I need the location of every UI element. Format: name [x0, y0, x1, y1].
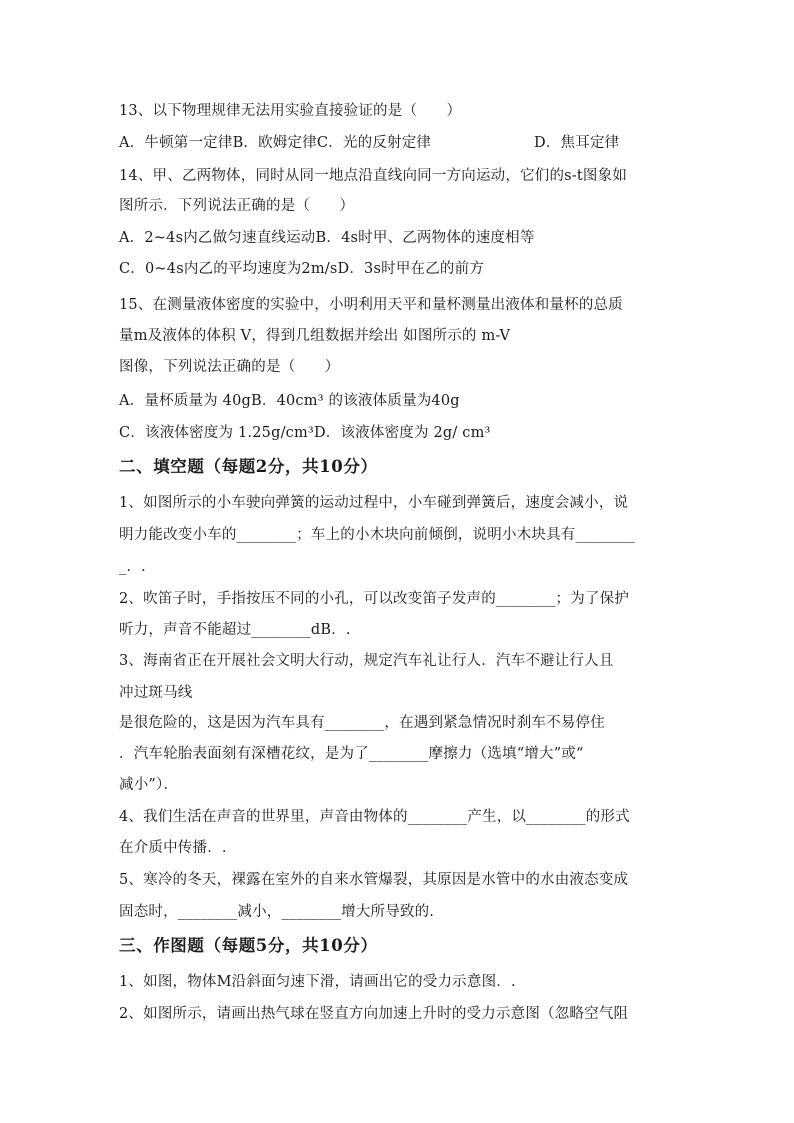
q15-stem-3: 图像，下列说法正确的是（ ） [119, 359, 340, 375]
fill-2-line-2: 听力，声音不能超过________dB．. [119, 622, 351, 638]
fill-3-line-5: 减小”）． [119, 777, 179, 793]
q14-options-cd: C．0~4s内乙的平均速度为2m/sD．3s时甲在乙的前方 [119, 261, 485, 277]
fill-4-line-2: 在介质中传播．. [119, 840, 227, 856]
draw-2-line-1: 2、如图所示，请画出热气球在竖直方向加速上升时的受力示意图（忽略空气阻 [119, 1006, 629, 1022]
q14-stem-1: 14、甲、乙两物体，同时从同一地点沿直线向同一方向运动，它们的s-t图象如 [119, 168, 628, 184]
draw-1: 1、如图，物体M沿斜面匀速下滑，请画出它的受力示意图．. [119, 974, 516, 990]
section-2-heading: 二、填空题（每题2分，共10分） [119, 457, 378, 476]
fill-1-line-2: 明力能改变小车的________；车上的小木块向前倾倒，说明小木块具有________ [119, 527, 636, 543]
q15-stem-2: 量m及液体的体积 V，得到几组数据并绘出 如图所示的 m-V [119, 328, 511, 344]
q15-options-cd: C．该液体密度为 1.25g/cm³D．该液体密度为 2g/ cm³ [119, 425, 491, 441]
fill-1-line-3: _．. [119, 559, 146, 575]
q14-options-ab: A．2~4s内乙做匀速直线运动B．4s时甲、乙两物体的速度相等 [119, 230, 535, 246]
q15-stem-1: 15、在测量液体密度的实验中，小明利用天平和量杯测量出液体和量杯的总质 [119, 297, 623, 313]
q15-options-ab: A．量杯质量为 40gB．40cm³ 的该液体质量为40g [119, 393, 460, 409]
q13-stem: 13、以下物理规律无法用实验直接验证的是（ ） [119, 103, 462, 119]
fill-5-line-1: 5、寒冷的冬天，裸露在室外的自来水管爆裂，其原因是水管中的水由液态变成 [119, 872, 629, 888]
fill-5-line-2: 固态时，________减小，________增大所导致的. [119, 904, 435, 920]
fill-3-line-1: 3、海南省正在开展社会文明大行动，规定汽车礼让行人．汽车不避让行人且 [119, 653, 614, 669]
fill-3-line-4: ．汽车轮胎表面刻有深槽花纹，是为了________摩擦力（选填“增大”或“ [119, 746, 584, 762]
q14-stem-2: 图所示．下列说法正确的是（ ） [119, 198, 355, 214]
section-3-heading: 三、作图题（每题5分，共10分） [119, 936, 378, 955]
fill-3-line-2: 冲过斑马线 [119, 685, 193, 701]
q13-options: A．牛顿第一定律B．欧姆定律C．光的反射定律 D．焦耳定律 [119, 135, 620, 151]
fill-4-line-1: 4、我们生活在声音的世界里，声音由物体的________产生，以________的形式 [119, 809, 630, 825]
fill-1-line-1: 1、如图所示的小车驶向弹簧的运动过程中，小车碰到弹簧后，速度会减小，说 [119, 495, 629, 511]
fill-3-line-3: 是很危险的，这是因为汽车具有________，在遇到紧急情况时刹车不易停住 [119, 715, 605, 731]
fill-2-line-1: 2、吹笛子时，手指按压不同的小孔，可以改变笛子发声的________；为了保护 [119, 591, 630, 607]
